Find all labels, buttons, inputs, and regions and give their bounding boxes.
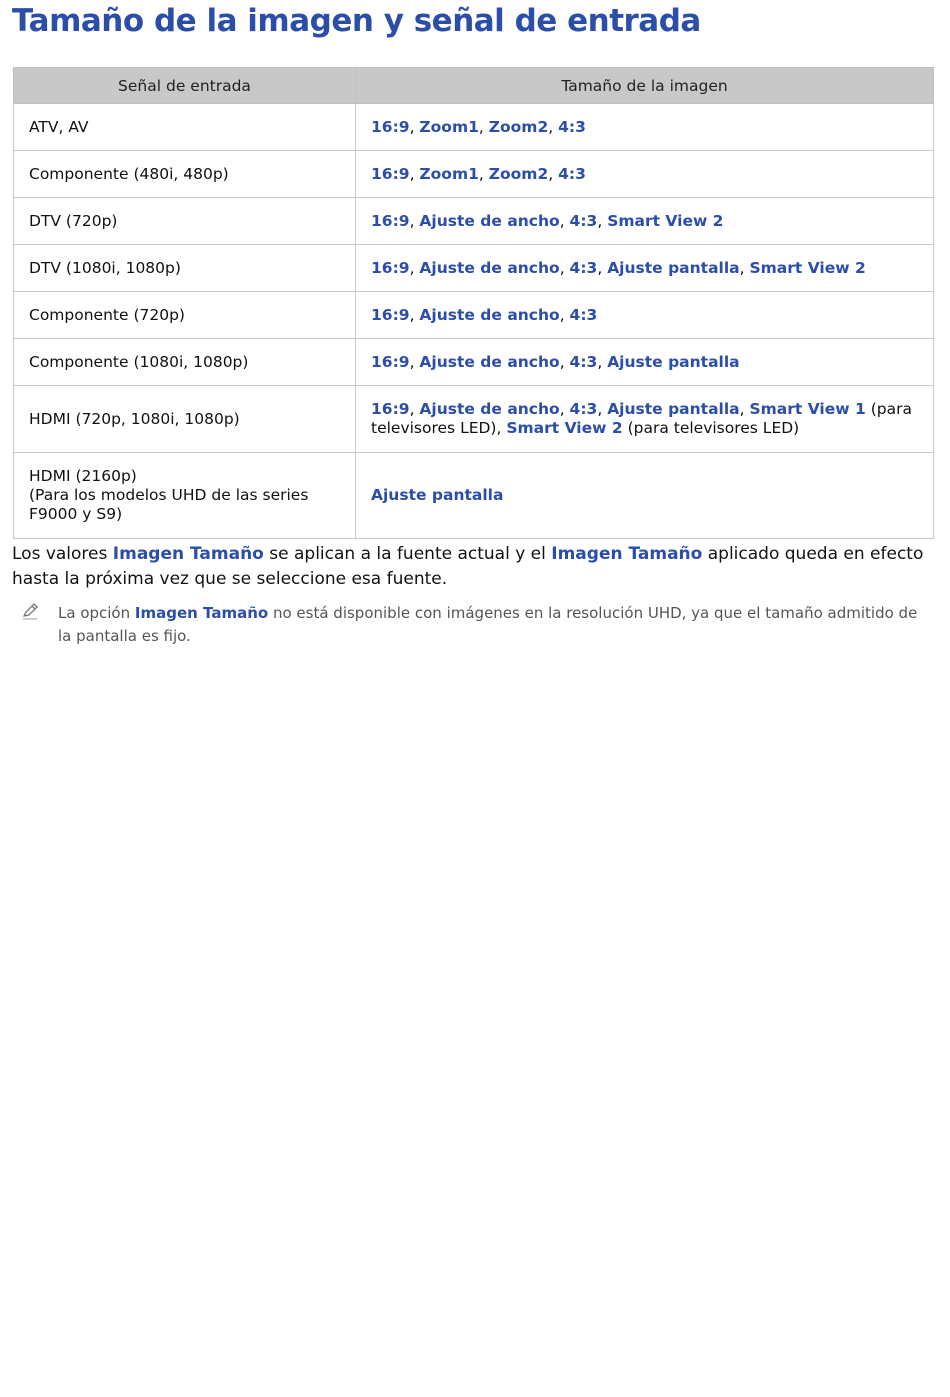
size-option: Ajuste pantalla bbox=[607, 400, 740, 418]
header-size: Tamaño de la imagen bbox=[356, 68, 934, 104]
size-option: Ajuste de ancho bbox=[419, 352, 560, 371]
note-text: Los valores bbox=[12, 544, 113, 564]
size-cell bbox=[356, 453, 934, 539]
size-cell: 16:9, Zoom1, Zoom2, 4:3 bbox=[356, 104, 934, 151]
size-option: Ajuste de ancho bbox=[419, 258, 560, 277]
size-option: Smart View 2 bbox=[607, 211, 724, 230]
table-header-row bbox=[14, 68, 934, 104]
pencil-icon bbox=[20, 601, 40, 621]
size-option: 4:3 bbox=[569, 258, 598, 277]
size-option: 4:3 bbox=[558, 164, 586, 183]
size-option: Ajuste pantalla bbox=[607, 258, 740, 277]
signal-line: (Para los modelos UHD de las series F9000 y S9) bbox=[29, 486, 309, 523]
size-cell: 16:9, Ajuste de ancho, 4:3, Smart View 2 bbox=[356, 198, 934, 245]
page-title: Tamaño de la imagen y señal de entrada bbox=[12, 3, 701, 39]
table-row bbox=[14, 453, 934, 539]
table-row bbox=[14, 386, 934, 453]
size-qualifier: (para televisores LED) bbox=[627, 419, 800, 437]
table-row bbox=[14, 292, 934, 339]
size-option: Zoom2 bbox=[488, 164, 549, 183]
size-cell: 16:9, Ajuste de ancho, 4:3 bbox=[356, 292, 934, 339]
signal-cell: DTV (1080i, 1080p) bbox=[14, 245, 356, 292]
size-option: 16:9 bbox=[371, 352, 410, 371]
size-option: Ajuste pantalla bbox=[607, 352, 740, 371]
header-signal: Señal de entrada bbox=[14, 68, 356, 104]
size-option: Zoom2 bbox=[488, 117, 549, 136]
signal-cell: Componente (1080i, 1080p) bbox=[14, 339, 356, 386]
signal-cell bbox=[14, 453, 356, 539]
size-option: 16:9 bbox=[371, 211, 410, 230]
note-term: Imagen Tamaño bbox=[112, 544, 264, 564]
size-option: 16:9 bbox=[371, 258, 410, 277]
size-option: 4:3 bbox=[569, 400, 598, 418]
size-option: Ajuste de ancho bbox=[419, 400, 560, 418]
size-option: 16:9 bbox=[371, 400, 410, 418]
size-option: 4:3 bbox=[569, 211, 598, 230]
subnote-term: Imagen Tamaño bbox=[134, 604, 269, 622]
signal-cell: ATV, AV bbox=[14, 104, 356, 151]
size-option: Smart View 2 bbox=[749, 258, 866, 277]
size-option: 16:9 bbox=[371, 164, 410, 183]
signal-cell: DTV (720p) bbox=[14, 198, 356, 245]
size-option: Zoom1 bbox=[419, 117, 479, 136]
size-option: Ajuste de ancho bbox=[419, 211, 560, 230]
size-option: Ajuste pantalla bbox=[371, 486, 504, 504]
size-option: 4:3 bbox=[558, 117, 586, 136]
signal-size-table bbox=[13, 67, 934, 539]
table-row bbox=[14, 198, 934, 245]
size-cell: 16:9, Ajuste de ancho, 4:3, Ajuste pantalla bbox=[356, 339, 934, 386]
size-option: Zoom1 bbox=[419, 164, 479, 183]
signal-cell: Componente (720p) bbox=[14, 292, 356, 339]
size-qualifier: (para televisores LED) bbox=[371, 400, 912, 437]
size-cell: 16:9, Ajuste de ancho, 4:3, Ajuste pantalla, Smart View 2 bbox=[356, 245, 934, 292]
table-row bbox=[14, 245, 934, 292]
note-text: aplicado queda en efecto hasta la próxima vez que se seleccione esa fuente. bbox=[12, 544, 924, 589]
signal-line: HDMI (2160p) bbox=[29, 467, 137, 485]
note-term: Imagen Tamaño bbox=[551, 544, 703, 564]
size-option: 4:3 bbox=[569, 305, 598, 324]
size-option: Smart View 1 bbox=[749, 400, 866, 418]
uhd-note bbox=[58, 602, 918, 648]
size-cell: 16:9, Zoom1, Zoom2, 4:3 bbox=[356, 151, 934, 198]
note-text: se aplican a la fuente actual y el bbox=[263, 544, 552, 564]
signal-cell: Componente (480i, 480p) bbox=[14, 151, 356, 198]
size-option: Ajuste de ancho bbox=[419, 305, 560, 324]
table-row bbox=[14, 339, 934, 386]
subnote-text: La opción bbox=[58, 604, 135, 622]
size-option: 16:9 bbox=[371, 117, 410, 136]
size-option: Smart View 2 bbox=[506, 419, 623, 437]
subnote-text: no está disponible con imágenes en la resolución UHD, ya que el tamaño admitido de la pantalla es fijo. bbox=[58, 604, 918, 645]
table-row bbox=[14, 151, 934, 198]
size-cell: 16:9, Ajuste de ancho, 4:3, Ajuste pantalla, Smart View 1 (para televisores LED), Smart View 2 (para televisores LED) bbox=[356, 386, 934, 453]
table-row bbox=[14, 104, 934, 151]
size-option: 16:9 bbox=[371, 305, 410, 324]
body-note bbox=[12, 542, 932, 592]
size-option: 4:3 bbox=[569, 352, 598, 371]
signal-cell: HDMI (720p, 1080i, 1080p) bbox=[14, 386, 356, 453]
